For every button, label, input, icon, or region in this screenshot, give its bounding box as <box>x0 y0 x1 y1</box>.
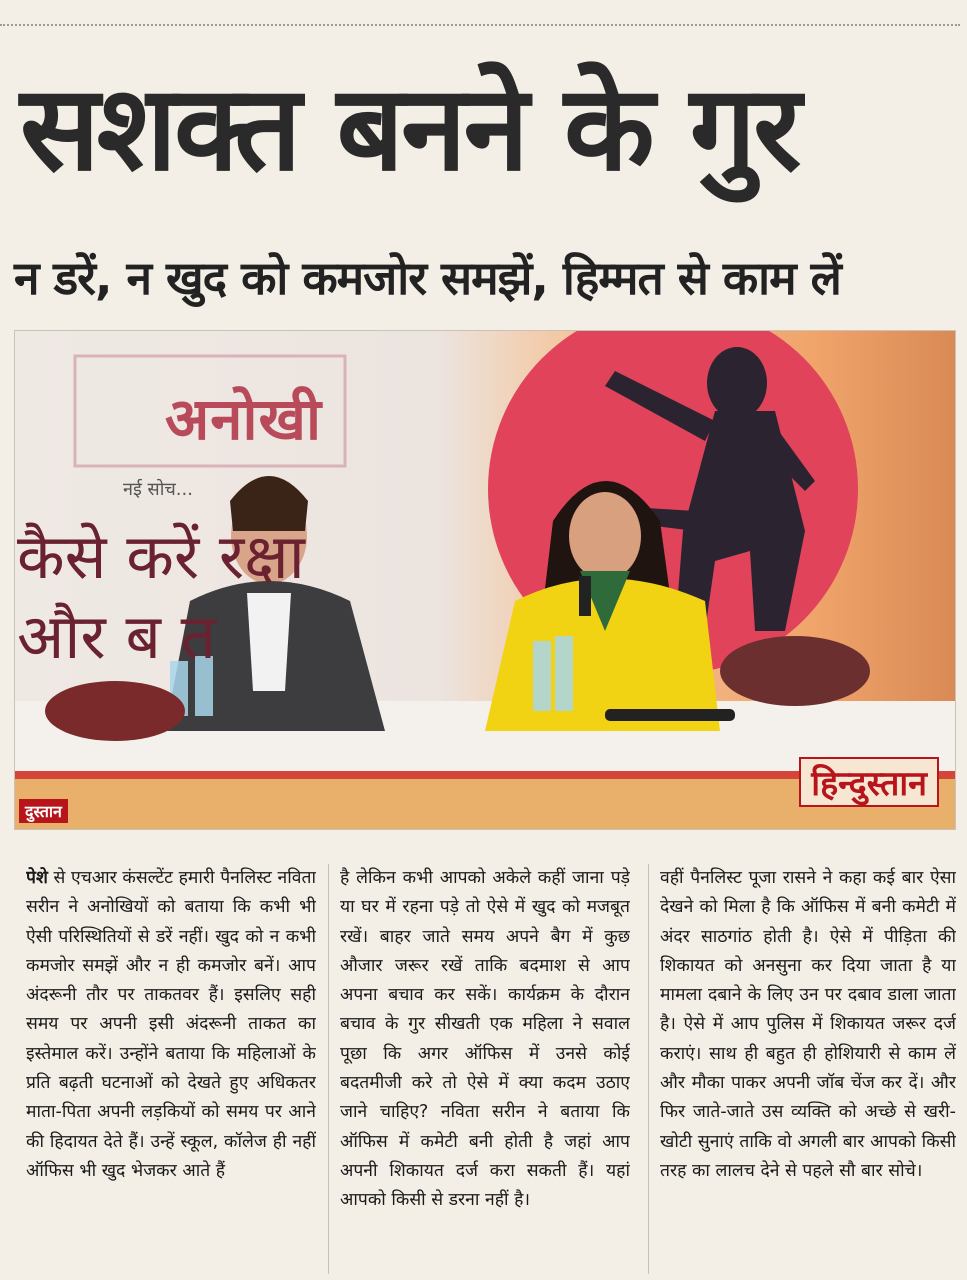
article-headline: सशक्त बनने के गुर <box>20 59 799 197</box>
column-lead-word: पेशे <box>26 868 48 888</box>
article-column-3 <box>660 864 956 1274</box>
column-3-text: वहीं पैनलिस्ट पूजा रासने ने कहा कई बार ऐसा देखने को मिला है कि ऑफिस में बनी कमेटी में अंदर साठगांठ होती है। ऐसे में पीड़िता की शिकायत को अनसुना कर दिया जाता है या मामला दबाने के लिए उन पर दबाव डाला जाता है। ऐसे में आप पुलिस में शिकायत जरूर दर्ज कराएं। साथ ही बहुत ही होशियारी से काम लें और मौका पाकर अपनी जॉब चेंज कर दें। और फिर जाते-जाते उस व्यक्ति को अच्छे से खरी-खोटी सुनाएं ताकि वो अगली बार आपको किसी तरह का लालच देने से पहले सौ बार सोचे। <box>660 868 956 1181</box>
column-divider <box>328 864 329 1274</box>
event-photo <box>14 330 956 830</box>
banner-line-2: और ब त <box>17 600 216 673</box>
hindustan-watermark-left: दुस्तान <box>19 799 68 823</box>
banner-line-1: कैसे करें रक्षा <box>17 520 305 593</box>
banner-logo-text: अनोखी <box>165 385 322 453</box>
column-1-text: से एचआर कंसल्टेंट हमारी पैनलिस्ट नविता सरीन ने अनोखियों को बताया कि कभी भी ऐसी परिस्थितियों से डरें नहीं। खुद को न कभी कमजोर समझें और न ही कमजोर बनें। आप अंदरूनी तौर पर ताकतवर हैं। इसलिए सही समय पर अपनी इसी अंदरूनी ताकत का इस्तेमाल करें। उन्होंने बताया कि महिलाओं के प्रति बढ़ती घटनाओं को देखते हुए अधिकतर माता-पिता अपनी लड़कियों को समय पर आने की हिदायत देते हैं। उन्हें स्कूल, कॉलेज ही नहीं ऑफिस भी खुद भेजकर आते हैं <box>26 868 316 1181</box>
article-column-2 <box>340 864 630 1274</box>
article-subheadline: न डरें, न खुद को कमजोर समझें, हिम्मत से काम लें <box>14 251 841 305</box>
hindustan-watermark: हिन्दुस्तान <box>799 757 939 807</box>
column-divider <box>648 864 649 1274</box>
table-microphone <box>605 709 735 721</box>
article-column-1 <box>26 864 316 1274</box>
page-top-rule <box>0 24 960 26</box>
column-2-text: है लेकिन कभी आपको अकेले कहीं जाना पड़े या घर में रहना पड़े तो ऐसे में खुद को मजबूत रखें। बाहर जाते समय अपने बैग में कुछ औजार जरूर रखें ताकि बदमाश से आप अपना बचाव कर सकें। कार्यक्रम के दौरान बचाव के गुर सीखती एक महिला ने सवाल पूछा कि अगर ऑफिस में उनसे कोई बदतमीजी करे तो ऐसे में क्या कदम उठाए जाने चाहिए? नविता सरीन ने बताया कि ऑफिस में कमेटी बनी होती है जहां आप अपनी शिकायत दर्ज करा सकती हैं। यहां आपको किसी से डरना नहीं है। <box>340 868 630 1211</box>
banner-tagline: नई सोच... <box>123 479 193 500</box>
